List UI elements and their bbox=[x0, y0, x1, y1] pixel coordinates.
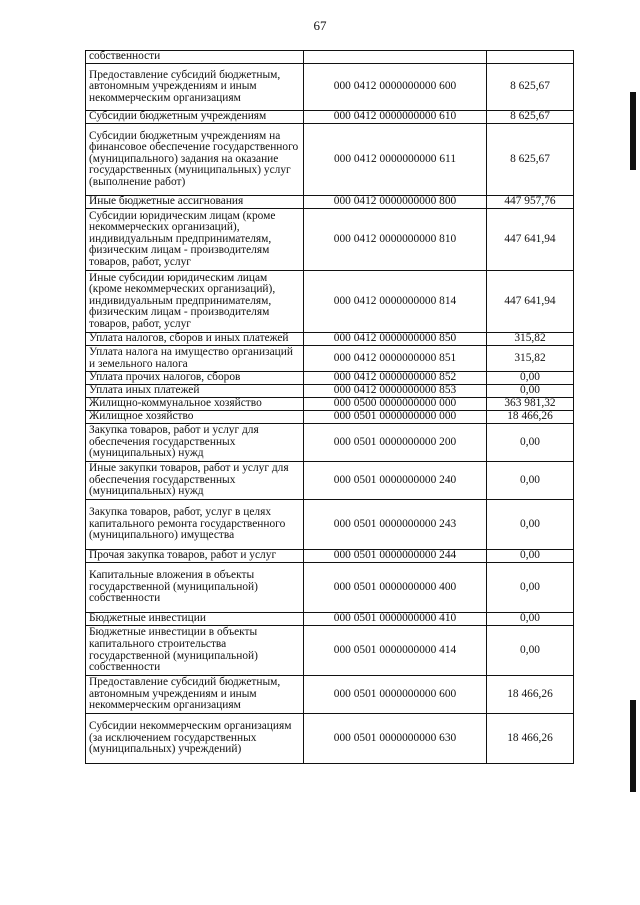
row-name: Жилищное хозяйство bbox=[86, 411, 304, 424]
row-sum: 8 625,67 bbox=[487, 111, 574, 124]
row-code: 000 0501 0000000000 410 bbox=[304, 613, 487, 626]
row-code: 000 0412 0000000000 810 bbox=[304, 209, 487, 271]
row-name: Субсидии бюджетным учреждениям на финансовое обеспечение государственного (муниципального) задания на оказание государственных (муниципальных) услуг (выполнение работ) bbox=[86, 124, 304, 196]
row-sum: 8 625,67 bbox=[487, 64, 574, 111]
row-sum: 0,00 bbox=[487, 385, 574, 398]
row-code: 000 0412 0000000000 851 bbox=[304, 346, 487, 372]
row-sum: 18 466,26 bbox=[487, 714, 574, 764]
row-sum: 0,00 bbox=[487, 550, 574, 563]
row-name: Бюджетные инвестиции в объекты капитального строительства государственной (муниципальной) собственности bbox=[86, 626, 304, 676]
row-sum: 0,00 bbox=[487, 424, 574, 462]
table-row bbox=[86, 64, 574, 111]
row-code bbox=[304, 51, 487, 64]
row-name: Уплата иных платежей bbox=[86, 385, 304, 398]
row-code: 000 0501 0000000000 000 bbox=[304, 411, 487, 424]
row-code: 000 0501 0000000000 630 bbox=[304, 714, 487, 764]
row-code: 000 0501 0000000000 400 bbox=[304, 563, 487, 613]
table-row bbox=[86, 714, 574, 764]
row-code: 000 0412 0000000000 800 bbox=[304, 196, 487, 209]
row-name: Прочая закупка товаров, работ и услуг bbox=[86, 550, 304, 563]
row-name: Предоставление субсидий бюджетным, автономным учреждениям и иным некоммерческим организациям bbox=[86, 676, 304, 714]
row-sum: 363 981,32 bbox=[487, 398, 574, 411]
row-sum: 0,00 bbox=[487, 372, 574, 385]
row-sum: 447 641,94 bbox=[487, 209, 574, 271]
table-row bbox=[86, 372, 574, 385]
row-code: 000 0412 0000000000 600 bbox=[304, 64, 487, 111]
table-row bbox=[86, 385, 574, 398]
row-sum: 0,00 bbox=[487, 563, 574, 613]
row-sum: 315,82 bbox=[487, 333, 574, 346]
row-name: Жилищно-коммунальное хозяйство bbox=[86, 398, 304, 411]
row-sum: 18 466,26 bbox=[487, 676, 574, 714]
scan-edge-mark-top bbox=[630, 92, 636, 170]
table-row bbox=[86, 51, 574, 64]
row-name: Закупка товаров, работ и услуг для обеспечения государственных (муниципальных) нужд bbox=[86, 424, 304, 462]
row-name: Предоставление субсидий бюджетным, автономным учреждениям и иным некоммерческим организациям bbox=[86, 64, 304, 111]
page-number: 67 bbox=[313, 18, 327, 33]
row-sum: 0,00 bbox=[487, 626, 574, 676]
row-code: 000 0412 0000000000 850 bbox=[304, 333, 487, 346]
row-code: 000 0501 0000000000 414 bbox=[304, 626, 487, 676]
row-code: 000 0412 0000000000 814 bbox=[304, 271, 487, 333]
row-sum: 0,00 bbox=[487, 462, 574, 500]
row-sum bbox=[487, 51, 574, 64]
row-code: 000 0501 0000000000 240 bbox=[304, 462, 487, 500]
table-row bbox=[86, 398, 574, 411]
row-name: Иные бюджетные ассигнования bbox=[86, 196, 304, 209]
row-code: 000 0412 0000000000 853 bbox=[304, 385, 487, 398]
table-row bbox=[86, 676, 574, 714]
row-name: Иные субсидии юридическим лицам (кроме некоммерческих организаций), индивидуальным предпринимателям, физическим лицам - производителям товаров, работ, услуг bbox=[86, 271, 304, 333]
table-row bbox=[86, 424, 574, 462]
row-code: 000 0500 0000000000 000 bbox=[304, 398, 487, 411]
table-row bbox=[86, 626, 574, 676]
row-sum: 8 625,67 bbox=[487, 124, 574, 196]
row-sum: 0,00 bbox=[487, 613, 574, 626]
table-row bbox=[86, 462, 574, 500]
table-row bbox=[86, 111, 574, 124]
scan-edge-mark-bottom bbox=[630, 700, 636, 792]
row-name: Бюджетные инвестиции bbox=[86, 613, 304, 626]
row-code: 000 0501 0000000000 600 bbox=[304, 676, 487, 714]
table-row bbox=[86, 346, 574, 372]
row-sum: 315,82 bbox=[487, 346, 574, 372]
row-code: 000 0412 0000000000 852 bbox=[304, 372, 487, 385]
row-name: Закупка товаров, работ, услуг в целях капитального ремонта государственного (муниципального) имущества bbox=[86, 500, 304, 550]
row-name: Уплата налогов, сборов и иных платежей bbox=[86, 333, 304, 346]
row-name: Капитальные вложения в объекты государственной (муниципальной) собственности bbox=[86, 563, 304, 613]
table-row bbox=[86, 196, 574, 209]
budget-table bbox=[85, 50, 574, 764]
row-name: Уплата прочих налогов, сборов bbox=[86, 372, 304, 385]
row-name: собственности bbox=[86, 51, 304, 64]
table-row bbox=[86, 209, 574, 271]
row-code: 000 0412 0000000000 610 bbox=[304, 111, 487, 124]
row-sum: 18 466,26 bbox=[487, 411, 574, 424]
table-row bbox=[86, 500, 574, 550]
table-row bbox=[86, 271, 574, 333]
table-row bbox=[86, 550, 574, 563]
row-code: 000 0501 0000000000 244 bbox=[304, 550, 487, 563]
row-name: Субсидии юридическим лицам (кроме некоммерческих организаций), индивидуальным предпринимателям, физическим лицам - производителям товаров, работ, услуг bbox=[86, 209, 304, 271]
row-sum: 447 641,94 bbox=[487, 271, 574, 333]
row-name: Субсидии некоммерческим организациям (за исключением государственных (муниципальных) учреждений) bbox=[86, 714, 304, 764]
row-code: 000 0412 0000000000 611 bbox=[304, 124, 487, 196]
row-code: 000 0501 0000000000 243 bbox=[304, 500, 487, 550]
row-sum: 447 957,76 bbox=[487, 196, 574, 209]
table-row bbox=[86, 124, 574, 196]
row-name: Субсидии бюджетным учреждениям bbox=[86, 111, 304, 124]
row-code: 000 0501 0000000000 200 bbox=[304, 424, 487, 462]
table-row bbox=[86, 563, 574, 613]
table-row bbox=[86, 333, 574, 346]
table-row bbox=[86, 411, 574, 424]
table-row bbox=[86, 613, 574, 626]
row-sum: 0,00 bbox=[487, 500, 574, 550]
row-name: Уплата налога на имущество организаций и земельного налога bbox=[86, 346, 304, 372]
row-name: Иные закупки товаров, работ и услуг для обеспечения государственных (муниципальных) нужд bbox=[86, 462, 304, 500]
